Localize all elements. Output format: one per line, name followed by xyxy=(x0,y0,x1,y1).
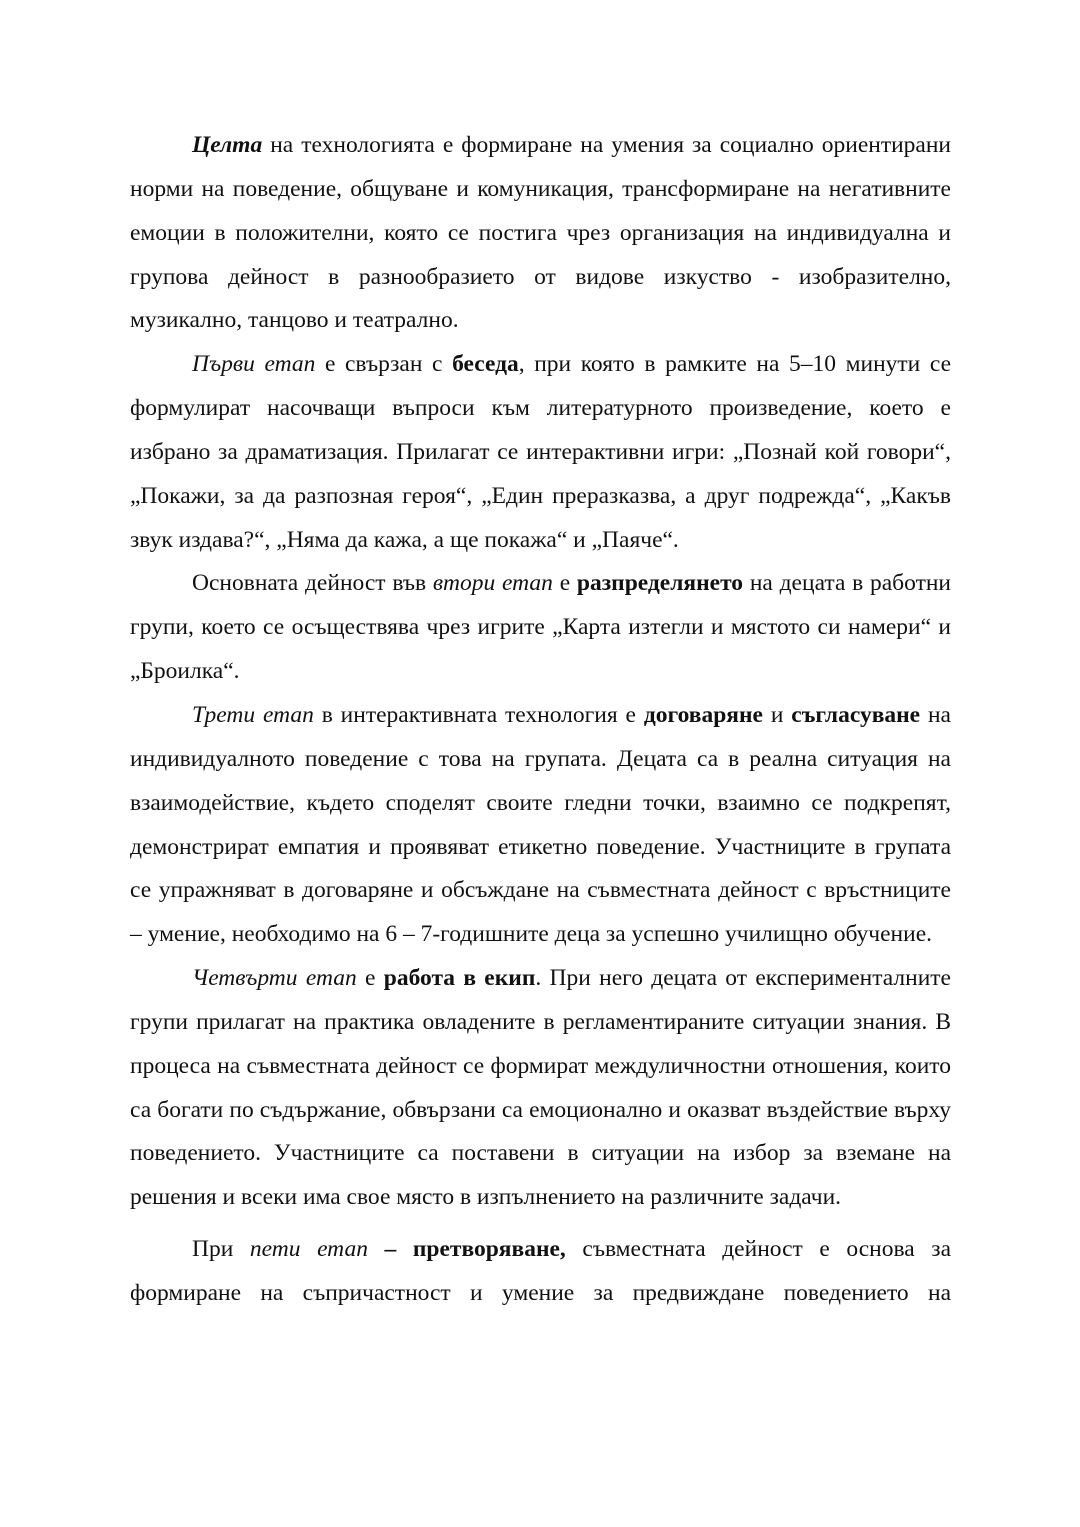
stage-2-text-c: на децата в работни групи, което се осъществява чрез игрите „Карта изтегли и мястото си намери“ и „Броилка“. xyxy=(130,570,951,685)
stage-3-text-b: и xyxy=(762,701,792,728)
document-page xyxy=(130,124,951,1316)
stage-5-keyword: – претворяване, xyxy=(367,1236,566,1263)
stage-2-term: втори етап xyxy=(432,570,553,597)
stage-3-text-a: в интерактивната технология е xyxy=(313,701,644,728)
paragraph-stage-5 xyxy=(130,1228,951,1316)
stage-2-text-a: Основната дейност във xyxy=(192,570,433,597)
paragraph-stage-4 xyxy=(130,957,951,1220)
stage-5-text-a: При xyxy=(192,1236,250,1263)
stage-1-text-b: , при която в рамките на 5–10 минути се формулират насочващи въпроси към литературното произведение, което е избрано за драматизация. Прилагат се интерактивни игри: „Познай кой говори“, „Покажи, за да разпозная героя“, „Един преразказва, а друг подрежда“, „Какъв звук издава?“, „Няма да кажа, а ще покажа“ и „Паяче“. xyxy=(130,351,952,553)
stage-2-text-b: е xyxy=(552,570,577,597)
paragraph-stage-1 xyxy=(130,343,951,562)
stage-3-text-c: на индивидуалното поведение с това на групата. Децата са в реална ситуация на взаимодействие, където споделят своите гледни точки, взаимно се подкрепят, демонстрират емпатия и проявяват етикетно поведение. Участниците в групата се упражняват в договаряне и обсъждане на съвместната дейност с връстниците – умение, необходимо на 6 – 7-годишните деца за успешно училищно обучение. xyxy=(130,701,951,948)
goal-term: Целта xyxy=(192,132,263,158)
stage-4-term: Четвърти етап xyxy=(192,965,357,992)
stage-3-keyword-2: съгласуване xyxy=(791,701,921,728)
paragraph-goal xyxy=(130,124,951,343)
goal-text: на технологията е формиране на умения за социално ориентирани норми на поведение, общуване и комуникация, трансформиране на негативните емоции в положителни, която се постига чрез организация на индивидуална и групова дейност в разнообразието от видове изкуство - изобразително, музикално, танцово и театрално. xyxy=(130,132,951,334)
stage-4-text-b: . При него децата от експерименталните групи прилагат на практика овладените в регламентираните ситуации знания. В процеса на съвместната дейност се формират междуличностни отношения, които са богати по съдържание, обвързани са емоционално и оказват въздействие върху поведението. Участниците са поставени в ситуации на избор за вземане на решения и всеки има свое място в изпълнението на различните задачи. xyxy=(130,965,951,1211)
stage-1-keyword: беседа xyxy=(452,351,519,378)
stage-1-term: Първи етап xyxy=(192,351,316,378)
stage-2-keyword: разпределянето xyxy=(576,570,744,597)
stage-5-term: пети етап xyxy=(249,1236,368,1263)
stage-5-text-b: съвместната дейност е основа за формиране на съпричастност и умение за предвиждане поведението на xyxy=(130,1236,951,1306)
paragraph-stage-2 xyxy=(130,562,951,694)
stage-4-text-a: е xyxy=(356,965,384,992)
paragraph-stage-3 xyxy=(130,694,951,957)
stage-1-text-a: е свързан с xyxy=(315,351,453,378)
stage-4-keyword: работа в екип xyxy=(383,965,536,992)
stage-3-keyword-1: договаряне xyxy=(643,701,763,728)
stage-3-term: Трети етап xyxy=(192,701,314,728)
